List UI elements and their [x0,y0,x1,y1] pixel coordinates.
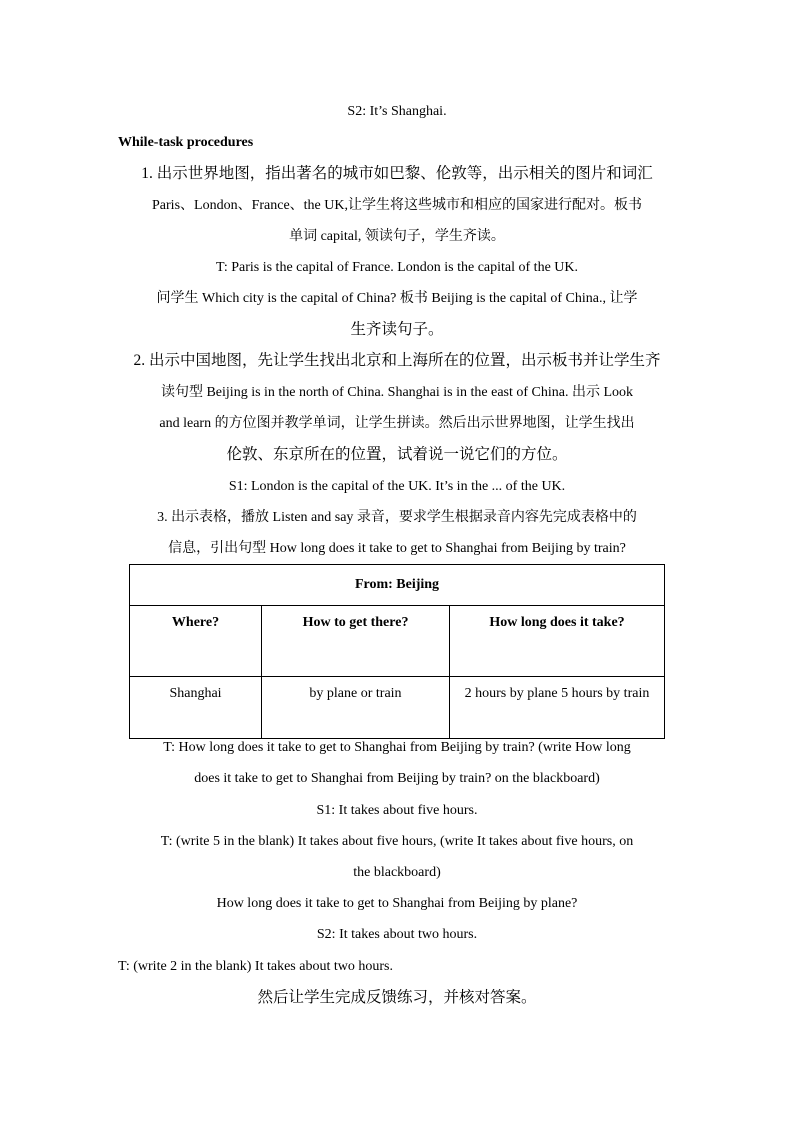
question-by-plane: How long does it take to get to Shanghai from Beijing by plane? [216,896,578,911]
ask-china-line-1: 问学生 Which city is the capital of China? 板书 Beijing is the capital of China., 让学 [156,291,638,306]
cell-destination: Shanghai [130,677,262,739]
ask-china-line-2: 生齐读句子。 [350,321,444,338]
table-header-row [130,606,665,677]
teacher-question-line-1: T: How long does it take to get to Shanghai from Beijing by train? (write How long [163,740,631,755]
table-title: From: Beijing [130,565,665,606]
header-how-to-get: How to get there? [262,606,450,677]
header-where: Where? [130,606,262,677]
teacher-paris-line: T: Paris is the capital of France. London is the capital of the UK. [215,260,579,275]
section-heading [118,133,253,153]
dialogue-s1-five-hours: S1: It takes about five hours. [316,803,478,818]
closing-instruction: 然后让学生完成反馈练习，并核对答案。 [257,989,537,1006]
step1-line-2: Paris、London、France、the UK,让学生将这些城市和相应的国家进行配对。板书 [152,198,642,213]
cell-transport: by plane or train [262,677,450,739]
section-heading-text: While-task procedures [118,135,254,150]
step3-line-1: 3. 出示表格，播放 Listen and say 录音，要求学生根据录音内容先完成表格中的 [157,510,637,525]
table-title-row [130,565,665,606]
step3-line-2: 信息，引出句型 How long does it take to get to Shanghai from Beijing by train? [168,541,626,556]
table-row [130,677,665,739]
teacher-write-five-line-2: the blackboard) [353,865,441,880]
teacher-write-five-line-1: T: (write 5 in the blank) It takes about five hours, (write It takes about five hours, on [160,834,634,849]
travel-info-table [129,564,665,739]
teacher-question-line-2: does it take to get to Shanghai from Beijing by train? on the blackboard) [194,771,600,786]
header-how-long: How long does it take? [450,606,665,677]
cell-duration: 2 hours by plane 5 hours by train [450,677,665,739]
step2-line-2: 读句型 Beijing is in the north of China. Shanghai is in the east of China. 出示 Look [160,385,634,400]
teacher-write-two-line: T: (write 2 in the blank) It takes about two hours. [118,959,393,974]
step2-line-4: 伦敦、东京所在的位置，试着说一说它们的方位。 [226,446,568,463]
step2-line-1: 2. 出示中国地图，先让学生找出北京和上海所在的位置，出示板书并让学生齐 [133,352,661,369]
step1-line-1: 1. 出示世界地图，指出著名的城市如巴黎、伦敦等，出示相关的图片和词汇 [141,165,653,182]
step1-line-3: 单词 capital, 领读句子，学生齐读。 [289,229,505,244]
dialogue-s2-shanghai: S2: It’s Shanghai. [347,104,447,119]
dialogue-s1-london: S1: London is the capital of the UK. It’s in the ... of the UK. [228,479,566,494]
dialogue-s2-two-hours: S2: It takes about two hours. [316,927,478,942]
step2-line-3: and learn 的方位图并教学单词，让学生拼读。然后出示世界地图，让学生找出 [159,416,635,431]
